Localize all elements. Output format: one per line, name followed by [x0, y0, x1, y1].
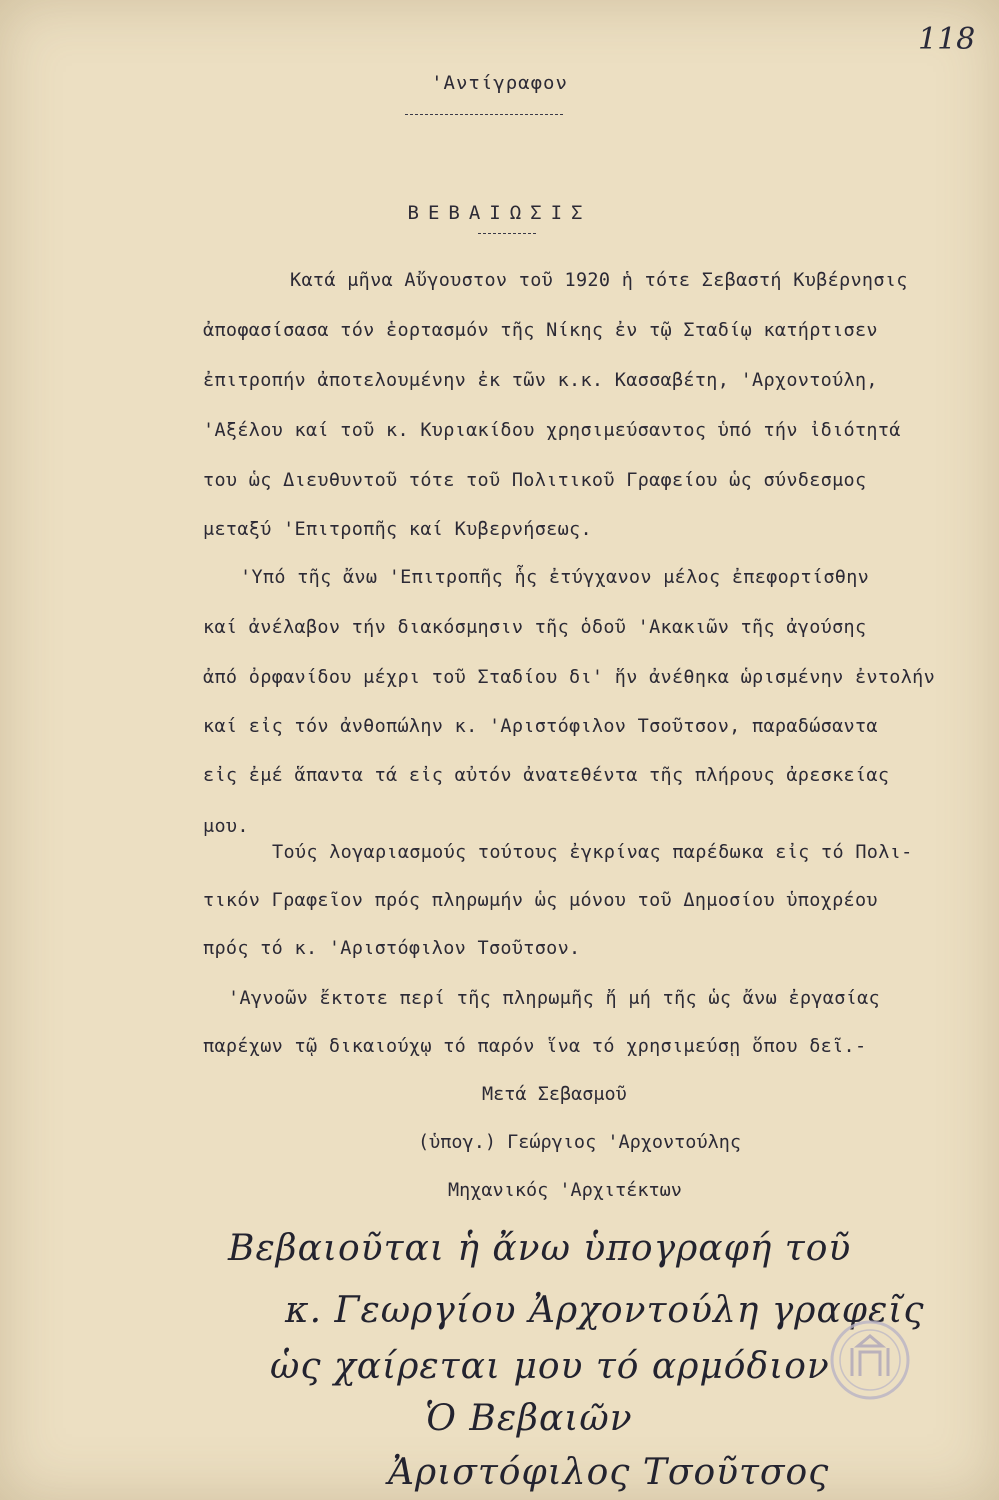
body-line: 'Αξέλου καί τοῦ κ. Κυριακίδου χρησιμεύσαντος ὑπό τήν ἰδιότητά	[203, 420, 901, 441]
handwritten-line: κ. Γεωργίου Ἀρχοντούλη γραφεῖς	[285, 1290, 925, 1331]
handwritten-line: Ὁ Βεβαιῶν	[425, 1398, 633, 1439]
document-heading: 'Αντίγραφον	[431, 72, 568, 94]
body-line: πρός τό κ. 'Αριστόφιλον Τσοῦτσον.	[203, 938, 581, 959]
handwritten-signature: Ἀριστόφιλος Τσοῦτσος	[388, 1452, 830, 1493]
body-line: ἀποφασίσασα τόν ἑορτασμόν τῆς Νίκης ἐν τῷ Σταδίῳ κατήρτισεν	[203, 320, 878, 341]
body-line: Κατά μῆνα Αὔγουστον τοῦ 1920 ἡ τότε Σεβαστή Κυβέρνησις	[290, 270, 908, 291]
document-title: ΒΕΒΑΙΩΣΙΣ	[407, 202, 592, 224]
body-line: 'Υπό τῆς ἄνω 'Επιτροπῆς ἧς ἐτύγχανον μέλος ἐπεφορτίσθην	[240, 567, 870, 588]
body-line: εἰς ἐμέ ἅπαντα τά εἰς αὐτόν ἀνατεθέντα τῆς πλήρους ἀρεσκείας	[203, 765, 890, 786]
body-line: ἐπιτροπήν ἀποτελουμένην ἐκ τῶν κ.κ. Κασσαβέτη, 'Αρχοντούλη,	[203, 370, 878, 391]
signature-role: Μηχανικός 'Αρχιτέκτων	[448, 1180, 682, 1201]
body-line: παρέχων τῷ δικαιούχῳ τό παρόν ἵνα τό χρησιμεύσῃ ὅπου δεῖ.-	[203, 1036, 867, 1057]
body-line: του ὡς Διευθυντοῦ τότε τοῦ Πολιτικοῦ Γραφείου ὡς σύνδεσμος	[203, 470, 867, 491]
body-line: τικόν Γραφεῖον πρός πληρωμήν ὡς μόνου τοῦ Δημοσίου ὑποχρέου	[203, 890, 878, 911]
handwritten-line: ὡς χαίρεται μου τό αρμόδιον	[270, 1346, 830, 1387]
heading-underline	[405, 114, 563, 115]
signature-closing: Μετά Σεβασμοῦ	[482, 1084, 627, 1105]
handwritten-line: Βεβαιοῦται ἡ ἄνω ὑπογραφή τοῦ	[228, 1228, 852, 1269]
body-line: 'Αγνοῶν ἔκτοτε περί τῆς πληρωμῆς ἤ μή τῆς ὡς ἄνω ἐργασίας	[228, 988, 880, 1009]
folio-number: 118	[918, 22, 976, 57]
archive-stamp-icon	[828, 1318, 912, 1402]
body-line: καί ἀνέλαβον τήν διακόσμησιν τῆς ὁδοῦ 'Ακακιῶν τῆς ἀγούσης	[203, 617, 867, 638]
title-underline	[478, 233, 536, 234]
signature-name: (ὑπογ.) Γεώργιος 'Αρχοντούλης	[418, 1132, 742, 1153]
body-line: μεταξύ 'Επιτροπῆς καί Κυβερνήσεως.	[203, 519, 592, 540]
body-line: Τούς λογαριασμούς τούτους ἐγκρίνας παρέδωκα εἰς τό Πολι-	[272, 842, 913, 863]
body-line: ἀπό ὀρφανίδου μέχρι τοῦ Σταδίου δι' ἥν ἀνέθηκα ὡρισμένην ἐντολήν	[203, 667, 936, 688]
body-line: καί εἰς τόν ἀνθοπώλην κ. 'Αριστόφιλον Τσοῦτσον, παραδώσαντα	[203, 716, 878, 737]
body-line: μου.	[203, 816, 249, 837]
